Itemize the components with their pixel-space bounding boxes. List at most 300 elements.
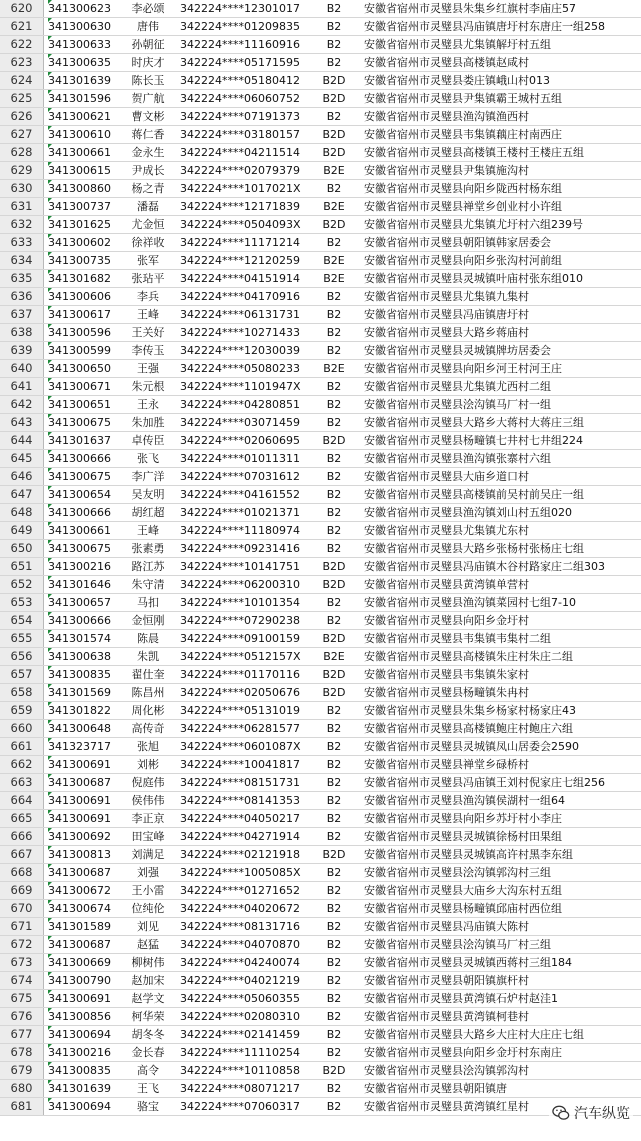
name-cell[interactable]: 侯伟伟 (131, 794, 165, 807)
license-class-cell[interactable]: B2D (322, 578, 346, 591)
row-number[interactable]: 642 (0, 396, 44, 413)
row-number[interactable]: 634 (0, 252, 44, 269)
license-class-cell[interactable]: B2 (326, 722, 342, 735)
code-cell[interactable]: 341300691 (48, 810, 126, 827)
code-cell[interactable]: 341300666 (48, 612, 126, 629)
table-row[interactable] (0, 486, 641, 504)
row-number[interactable]: 630 (0, 180, 44, 197)
address-cell[interactable]: 安徽省宿州市灵璧县向阳乡金圩村 (364, 614, 529, 627)
address-cell[interactable]: 安徽省宿州市灵璧县浍沟镇郭沟村 (364, 1064, 529, 1077)
row-number[interactable]: 655 (0, 630, 44, 647)
row-number[interactable]: 680 (0, 1080, 44, 1097)
license-class-cell[interactable]: B2 (326, 56, 342, 69)
table-row[interactable] (0, 270, 641, 288)
id-number-cell[interactable]: 342224****11160916 (180, 38, 300, 51)
id-number-cell[interactable]: 342224****05171595 (180, 56, 300, 69)
license-class-cell[interactable]: B2 (326, 974, 342, 987)
license-class-cell[interactable]: B2 (326, 740, 342, 753)
name-cell[interactable]: 李正京 (131, 812, 165, 825)
id-number-cell[interactable]: 342224****04170916 (180, 290, 300, 303)
code-cell[interactable]: 341300687 (48, 774, 126, 791)
name-cell[interactable]: 王飞 (137, 1082, 159, 1095)
row-number[interactable]: 671 (0, 918, 44, 935)
table-row[interactable] (0, 684, 641, 702)
license-class-cell[interactable]: B2 (326, 38, 342, 51)
id-number-cell[interactable]: 342224****02080310 (180, 1010, 300, 1023)
table-row[interactable] (0, 846, 641, 864)
table-row[interactable] (0, 1008, 641, 1026)
name-cell[interactable]: 胡红超 (131, 506, 165, 519)
table-row[interactable] (0, 882, 641, 900)
table-row[interactable] (0, 972, 641, 990)
code-cell[interactable]: 341300694 (48, 1026, 126, 1043)
id-number-cell[interactable]: 342224****08151731 (180, 776, 300, 789)
address-cell[interactable]: 安徽省宿州市灵璧县大路乡蒋庙村 (364, 326, 529, 339)
table-row[interactable] (0, 630, 641, 648)
name-cell[interactable]: 李必颂 (131, 2, 165, 15)
address-cell[interactable]: 安徽省宿州市灵璧县冯庙镇大陈村 (364, 920, 529, 933)
id-number-cell[interactable]: 342224****1017021X (180, 182, 301, 195)
license-class-cell[interactable]: B2E (323, 650, 345, 663)
license-class-cell[interactable]: B2 (326, 290, 342, 303)
license-class-cell[interactable]: B2 (326, 992, 342, 1005)
address-cell[interactable]: 安徽省宿州市灵璧县渔沟镇侯湖村一组64 (364, 794, 565, 807)
name-cell[interactable]: 金恒刚 (131, 614, 165, 627)
code-cell[interactable]: 341300633 (48, 36, 126, 53)
license-class-cell[interactable]: B2 (326, 1082, 342, 1095)
id-number-cell[interactable]: 342224****05060355 (180, 992, 300, 1005)
row-number[interactable]: 643 (0, 414, 44, 431)
code-cell[interactable]: 341300813 (48, 846, 126, 863)
id-number-cell[interactable]: 342224****06281577 (180, 722, 300, 735)
name-cell[interactable]: 骆宝 (137, 1100, 159, 1113)
name-cell[interactable]: 刘强 (137, 866, 159, 879)
license-class-cell[interactable]: B2D (322, 434, 346, 447)
table-row[interactable] (0, 1044, 641, 1062)
address-cell[interactable]: 安徽省宿州市灵璧县黄湾镇单营村 (364, 578, 529, 591)
code-cell[interactable]: 341300606 (48, 288, 126, 305)
license-class-cell[interactable]: B2 (326, 704, 342, 717)
license-class-cell[interactable]: B2E (323, 272, 345, 285)
table-row[interactable] (0, 1080, 641, 1098)
id-number-cell[interactable]: 342224****11171214 (180, 236, 300, 249)
address-cell[interactable]: 安徽省宿州市灵璧县禅堂乡创业村小许组 (364, 200, 562, 213)
address-cell[interactable]: 安徽省宿州市灵璧县朝阳镇旗杆村 (364, 974, 529, 987)
id-number-cell[interactable]: 342224****08131716 (180, 920, 300, 933)
code-cell[interactable]: 341301589 (48, 918, 126, 935)
code-cell[interactable]: 341300638 (48, 648, 126, 665)
code-cell[interactable]: 341300630 (48, 18, 126, 35)
license-class-cell[interactable]: B2 (326, 398, 342, 411)
code-cell[interactable]: 341301682 (48, 270, 126, 287)
address-cell[interactable]: 安徽省宿州市灵璧县向阳乡陇西村杨东组 (364, 182, 562, 195)
table-row[interactable] (0, 954, 641, 972)
row-number[interactable]: 663 (0, 774, 44, 791)
name-cell[interactable]: 王小雷 (131, 884, 165, 897)
row-number[interactable]: 665 (0, 810, 44, 827)
license-class-cell[interactable]: B2 (326, 110, 342, 123)
table-row[interactable] (0, 180, 641, 198)
license-class-cell[interactable]: B2 (326, 236, 342, 249)
table-row[interactable] (0, 342, 641, 360)
license-class-cell[interactable]: B2 (326, 596, 342, 609)
row-number[interactable]: 624 (0, 72, 44, 89)
code-cell[interactable]: 341300216 (48, 558, 126, 575)
license-class-cell[interactable]: B2D (322, 632, 346, 645)
row-number[interactable]: 668 (0, 864, 44, 881)
code-cell[interactable]: 341300691 (48, 792, 126, 809)
license-class-cell[interactable]: B2 (326, 884, 342, 897)
address-cell[interactable]: 安徽省宿州市灵璧县浍沟镇郭沟村三组 (364, 866, 551, 879)
id-number-cell[interactable]: 342224****01170116 (180, 668, 300, 681)
name-cell[interactable]: 金长春 (131, 1046, 165, 1059)
name-cell[interactable]: 李传玉 (131, 344, 165, 357)
code-cell[interactable]: 341300623 (48, 0, 126, 17)
table-row[interactable] (0, 810, 641, 828)
address-cell[interactable]: 安徽省宿州市灵璧县黄湾镇柯巷村 (364, 1010, 529, 1023)
name-cell[interactable]: 杨之青 (131, 182, 165, 195)
id-number-cell[interactable]: 342224****02121918 (180, 848, 300, 861)
table-row[interactable] (0, 468, 641, 486)
code-cell[interactable]: 341300615 (48, 162, 126, 179)
table-row[interactable] (0, 936, 641, 954)
name-cell[interactable]: 金永生 (131, 146, 165, 159)
id-number-cell[interactable]: 342224****09231416 (180, 542, 300, 555)
address-cell[interactable]: 安徽省宿州市灵璧县尹集镇霸王城村五组 (364, 92, 562, 105)
code-cell[interactable]: 341300599 (48, 342, 126, 359)
license-class-cell[interactable]: B2 (326, 182, 342, 195)
name-cell[interactable]: 王强 (137, 362, 159, 375)
table-row[interactable] (0, 414, 641, 432)
address-cell[interactable]: 安徽省宿州市灵璧县朝阳镇唐 (364, 1082, 507, 1095)
name-cell[interactable]: 陈长玉 (131, 74, 165, 87)
license-class-cell[interactable]: B2E (323, 362, 345, 375)
row-number[interactable]: 628 (0, 144, 44, 161)
license-class-cell[interactable]: B2 (326, 758, 342, 771)
table-row[interactable] (0, 126, 641, 144)
code-cell[interactable]: 341300610 (48, 126, 126, 143)
row-number[interactable]: 662 (0, 756, 44, 773)
license-class-cell[interactable]: B2D (322, 848, 346, 861)
name-cell[interactable]: 唐伟 (137, 20, 159, 33)
license-class-cell[interactable]: B2 (326, 326, 342, 339)
name-cell[interactable]: 赵猛 (137, 938, 159, 951)
table-row[interactable] (0, 504, 641, 522)
address-cell[interactable]: 安徽省宿州市灵璧县高楼镇王楼村王楼庄五组 (364, 146, 584, 159)
table-row[interactable] (0, 648, 641, 666)
license-class-cell[interactable]: B2 (326, 920, 342, 933)
name-cell[interactable]: 张玷平 (131, 272, 165, 285)
table-row[interactable] (0, 162, 641, 180)
id-number-cell[interactable]: 342224****0601087X (180, 740, 301, 753)
name-cell[interactable]: 张军 (137, 254, 159, 267)
address-cell[interactable]: 安徽省宿州市灵璧县渔沟镇张寨村六组 (364, 452, 551, 465)
license-class-cell[interactable]: B2D (322, 218, 346, 231)
table-row[interactable] (0, 36, 641, 54)
row-number[interactable]: 652 (0, 576, 44, 593)
license-class-cell[interactable]: B2E (323, 200, 345, 213)
name-cell[interactable]: 翟仕奎 (131, 668, 165, 681)
id-number-cell[interactable]: 342224****04151914 (180, 272, 300, 285)
table-row[interactable] (0, 774, 641, 792)
code-cell[interactable]: 341301625 (48, 216, 126, 233)
address-cell[interactable]: 安徽省宿州市灵璧县冯庙镇唐圩村东唐庄一组258 (364, 20, 605, 33)
code-cell[interactable]: 341300687 (48, 864, 126, 881)
address-cell[interactable]: 安徽省宿州市灵璧县浍沟镇马厂村一组 (364, 398, 551, 411)
name-cell[interactable]: 朱凯 (137, 650, 159, 663)
id-number-cell[interactable]: 342224****04280851 (180, 398, 300, 411)
row-number[interactable]: 657 (0, 666, 44, 683)
code-cell[interactable]: 341300687 (48, 936, 126, 953)
code-cell[interactable]: 341300737 (48, 198, 126, 215)
table-row[interactable] (0, 396, 641, 414)
address-cell[interactable]: 安徽省宿州市灵璧县向阳乡河王村河王庄 (364, 362, 562, 375)
code-cell[interactable]: 341301637 (48, 432, 126, 449)
row-number[interactable]: 629 (0, 162, 44, 179)
table-row[interactable] (0, 720, 641, 738)
id-number-cell[interactable]: 342224****0504093X (180, 218, 301, 231)
name-cell[interactable]: 王峰 (137, 308, 159, 321)
id-number-cell[interactable]: 342224****1101947X (180, 380, 301, 393)
name-cell[interactable]: 李兵 (137, 290, 159, 303)
id-number-cell[interactable]: 342224****08071217 (180, 1082, 300, 1095)
code-cell[interactable]: 341300666 (48, 450, 126, 467)
address-cell[interactable]: 安徽省宿州市灵璧县黄湾镇石炉村赵洼1 (364, 992, 558, 1005)
id-number-cell[interactable]: 342224****10101354 (180, 596, 300, 609)
table-row[interactable] (0, 324, 641, 342)
id-number-cell[interactable]: 342224****01011311 (180, 452, 300, 465)
address-cell[interactable]: 安徽省宿州市灵璧县大路乡大庄村大庄庄七组 (364, 1028, 584, 1041)
id-number-cell[interactable]: 342224****06060752 (180, 92, 300, 105)
license-class-cell[interactable]: B2 (326, 488, 342, 501)
name-cell[interactable]: 吴友明 (131, 488, 165, 501)
code-cell[interactable]: 341300617 (48, 306, 126, 323)
row-number[interactable]: 648 (0, 504, 44, 521)
license-class-cell[interactable]: B2 (326, 20, 342, 33)
address-cell[interactable]: 安徽省宿州市灵璧县高楼镇前吴村前吴庄一组 (364, 488, 584, 501)
name-cell[interactable]: 赵加宋 (131, 974, 165, 987)
table-row[interactable] (0, 252, 641, 270)
address-cell[interactable]: 安徽省宿州市灵璧县向阳乡张沟村河前组 (364, 254, 562, 267)
id-number-cell[interactable]: 342224****0512157X (180, 650, 301, 663)
name-cell[interactable]: 贺广航 (131, 92, 165, 105)
license-class-cell[interactable]: B2D (322, 668, 346, 681)
license-class-cell[interactable]: B2 (326, 794, 342, 807)
row-number[interactable]: 639 (0, 342, 44, 359)
address-cell[interactable]: 安徽省宿州市灵璧县杨疃镇邱庙村西位组 (364, 902, 562, 915)
id-number-cell[interactable]: 342224****04020672 (180, 902, 300, 915)
license-class-cell[interactable]: B2D (322, 1064, 346, 1077)
address-cell[interactable]: 安徽省宿州市灵璧县灵城镇徐杨村田果组 (364, 830, 562, 843)
id-number-cell[interactable]: 342224****07060317 (180, 1100, 300, 1113)
row-number[interactable]: 625 (0, 90, 44, 107)
address-cell[interactable]: 安徽省宿州市灵璧县浍沟镇马厂村三组 (364, 938, 551, 951)
license-class-cell[interactable]: B2D (322, 92, 346, 105)
license-class-cell[interactable]: B2 (326, 866, 342, 879)
code-cell[interactable]: 341301646 (48, 576, 126, 593)
row-number[interactable]: 673 (0, 954, 44, 971)
id-number-cell[interactable]: 342224****04070870 (180, 938, 300, 951)
address-cell[interactable]: 安徽省宿州市灵璧县韦集镇朱家村 (364, 668, 529, 681)
code-cell[interactable]: 341301639 (48, 1080, 126, 1097)
address-cell[interactable]: 安徽省宿州市灵璧县大庙乡道口村 (364, 470, 529, 483)
table-row[interactable] (0, 234, 641, 252)
name-cell[interactable]: 蒋仁香 (131, 128, 165, 141)
id-number-cell[interactable]: 342224****05080233 (180, 362, 300, 375)
name-cell[interactable]: 曹文彬 (131, 110, 165, 123)
address-cell[interactable]: 安徽省宿州市灵璧县渔沟镇菜园村七组7-10 (364, 596, 576, 609)
license-class-cell[interactable]: B2 (326, 380, 342, 393)
code-cell[interactable]: 341300674 (48, 900, 126, 917)
code-cell[interactable]: 341300669 (48, 954, 126, 971)
row-number[interactable]: 659 (0, 702, 44, 719)
id-number-cell[interactable]: 342224****11110254 (180, 1046, 300, 1059)
code-cell[interactable]: 341300835 (48, 666, 126, 683)
id-number-cell[interactable]: 342224****07290238 (180, 614, 300, 627)
table-row[interactable] (0, 864, 641, 882)
table-row[interactable] (0, 738, 641, 756)
code-cell[interactable]: 341301596 (48, 90, 126, 107)
license-class-cell[interactable]: B2D (322, 146, 346, 159)
name-cell[interactable]: 陈昌州 (131, 686, 165, 699)
row-number[interactable]: 641 (0, 378, 44, 395)
row-number[interactable]: 647 (0, 486, 44, 503)
license-class-cell[interactable]: B2 (326, 1100, 342, 1113)
table-row[interactable] (0, 792, 641, 810)
code-cell[interactable]: 341300651 (48, 396, 126, 413)
table-row[interactable] (0, 666, 641, 684)
table-row[interactable] (0, 90, 641, 108)
code-cell[interactable]: 341300216 (48, 1044, 126, 1061)
id-number-cell[interactable]: 342224****04021219 (180, 974, 300, 987)
code-cell[interactable]: 341300692 (48, 828, 126, 845)
license-class-cell[interactable]: B2D (322, 74, 346, 87)
address-cell[interactable]: 安徽省宿州市灵璧县灵城镇牌坊居委会 (364, 344, 551, 357)
id-number-cell[interactable]: 342224****03180157 (180, 128, 300, 141)
name-cell[interactable]: 高传奇 (131, 722, 165, 735)
row-number[interactable]: 675 (0, 990, 44, 1007)
code-cell[interactable]: 341300596 (48, 324, 126, 341)
table-row[interactable] (0, 612, 641, 630)
table-row[interactable] (0, 360, 641, 378)
address-cell[interactable]: 安徽省宿州市灵璧县冯庙镇唐圩村 (364, 308, 529, 321)
row-number[interactable]: 656 (0, 648, 44, 665)
table-row[interactable] (0, 1098, 641, 1116)
row-number[interactable]: 658 (0, 684, 44, 701)
code-cell[interactable]: 341301569 (48, 684, 126, 701)
id-number-cell[interactable]: 342224****02060695 (180, 434, 300, 447)
license-class-cell[interactable]: B2 (326, 1046, 342, 1059)
id-number-cell[interactable]: 342224****01271652 (180, 884, 300, 897)
table-row[interactable] (0, 72, 641, 90)
row-number[interactable]: 623 (0, 54, 44, 71)
address-cell[interactable]: 安徽省宿州市灵璧县向阳乡金圩村东南庄 (364, 1046, 562, 1059)
address-cell[interactable]: 安徽省宿州市灵璧县尤集镇解圩村五组 (364, 38, 551, 51)
id-number-cell[interactable]: 342224****12301017 (180, 2, 300, 15)
license-class-cell[interactable]: B2 (326, 2, 342, 15)
table-row[interactable] (0, 540, 641, 558)
name-cell[interactable]: 陈晨 (137, 632, 159, 645)
id-number-cell[interactable]: 342224****01021371 (180, 506, 300, 519)
name-cell[interactable]: 柳树伟 (131, 956, 165, 969)
table-row[interactable] (0, 522, 641, 540)
name-cell[interactable]: 刘满足 (131, 848, 165, 861)
id-number-cell[interactable]: 342224****02079379 (180, 164, 300, 177)
name-cell[interactable]: 刘见 (137, 920, 159, 933)
name-cell[interactable]: 尤金恒 (131, 218, 165, 231)
name-cell[interactable]: 位纯伦 (131, 902, 165, 915)
id-number-cell[interactable]: 342224****05131019 (180, 704, 300, 717)
table-row[interactable] (0, 990, 641, 1008)
code-cell[interactable]: 341301822 (48, 702, 126, 719)
table-row[interactable] (0, 594, 641, 612)
row-number[interactable]: 636 (0, 288, 44, 305)
address-cell[interactable]: 安徽省宿州市灵璧县大庙乡大沟东村五组 (364, 884, 562, 897)
id-number-cell[interactable]: 342224****06131731 (180, 308, 300, 321)
address-cell[interactable]: 安徽省宿州市灵璧县渔沟镇刘山村五组020 (364, 506, 572, 519)
row-number[interactable]: 679 (0, 1062, 44, 1079)
row-number[interactable]: 669 (0, 882, 44, 899)
id-number-cell[interactable]: 342224****06200310 (180, 578, 300, 591)
code-cell[interactable]: 341300672 (48, 882, 126, 899)
id-number-cell[interactable]: 342224****12030039 (180, 344, 300, 357)
table-row[interactable] (0, 306, 641, 324)
name-cell[interactable]: 刘彬 (137, 758, 159, 771)
address-cell[interactable]: 安徽省宿州市灵璧县高楼镇朱庄村朱庄二组 (364, 650, 573, 663)
name-cell[interactable]: 张旭 (137, 740, 159, 753)
row-number[interactable]: 632 (0, 216, 44, 233)
name-cell[interactable]: 赵学文 (131, 992, 165, 1005)
name-cell[interactable]: 朱加胜 (131, 416, 165, 429)
row-number[interactable]: 620 (0, 0, 44, 17)
table-row[interactable] (0, 108, 641, 126)
name-cell[interactable]: 王永 (137, 398, 159, 411)
id-number-cell[interactable]: 342224****05180412 (180, 74, 300, 87)
table-row[interactable] (0, 18, 641, 36)
address-cell[interactable]: 安徽省宿州市灵璧县杨疃镇七井村七井组224 (364, 434, 583, 447)
code-cell[interactable]: 341300621 (48, 108, 126, 125)
code-cell[interactable]: 341300735 (48, 252, 126, 269)
address-cell[interactable]: 安徽省宿州市灵璧县大路乡张杨村张杨庄七组 (364, 542, 584, 555)
address-cell[interactable]: 安徽省宿州市灵璧县尹集镇施沟村 (364, 164, 529, 177)
name-cell[interactable]: 潘磊 (137, 200, 159, 213)
id-number-cell[interactable]: 342224****10110858 (180, 1064, 300, 1077)
code-cell[interactable]: 341300661 (48, 522, 126, 539)
table-row[interactable] (0, 378, 641, 396)
code-cell[interactable]: 341301639 (48, 72, 126, 89)
row-number[interactable]: 621 (0, 18, 44, 35)
address-cell[interactable]: 安徽省宿州市灵璧县冯庙镇木谷村路家庄二组303 (364, 560, 605, 573)
id-number-cell[interactable]: 342224****10041817 (180, 758, 300, 771)
id-number-cell[interactable]: 342224****04271914 (180, 830, 300, 843)
license-class-cell[interactable]: B2 (326, 524, 342, 537)
license-class-cell[interactable]: B2 (326, 614, 342, 627)
name-cell[interactable]: 王关好 (131, 326, 165, 339)
table-row[interactable] (0, 756, 641, 774)
code-cell[interactable]: 341300790 (48, 972, 126, 989)
id-number-cell[interactable]: 342224****03071459 (180, 416, 300, 429)
id-number-cell[interactable]: 342224****1005085X (180, 866, 301, 879)
address-cell[interactable]: 安徽省宿州市灵璧县娄庄镇峨山村013 (364, 74, 550, 87)
row-number[interactable]: 676 (0, 1008, 44, 1025)
name-cell[interactable]: 倪庭伟 (131, 776, 165, 789)
address-cell[interactable]: 安徽省宿州市灵璧县朝阳镇韩家居委会 (364, 236, 551, 249)
table-row[interactable] (0, 144, 641, 162)
table-row[interactable] (0, 54, 641, 72)
address-cell[interactable]: 安徽省宿州市灵璧县韦集镇韦集村二组 (364, 632, 551, 645)
code-cell[interactable]: 341300860 (48, 180, 126, 197)
address-cell[interactable]: 安徽省宿州市灵璧县高楼镇鲍庄村鲍庄六组 (364, 722, 573, 735)
